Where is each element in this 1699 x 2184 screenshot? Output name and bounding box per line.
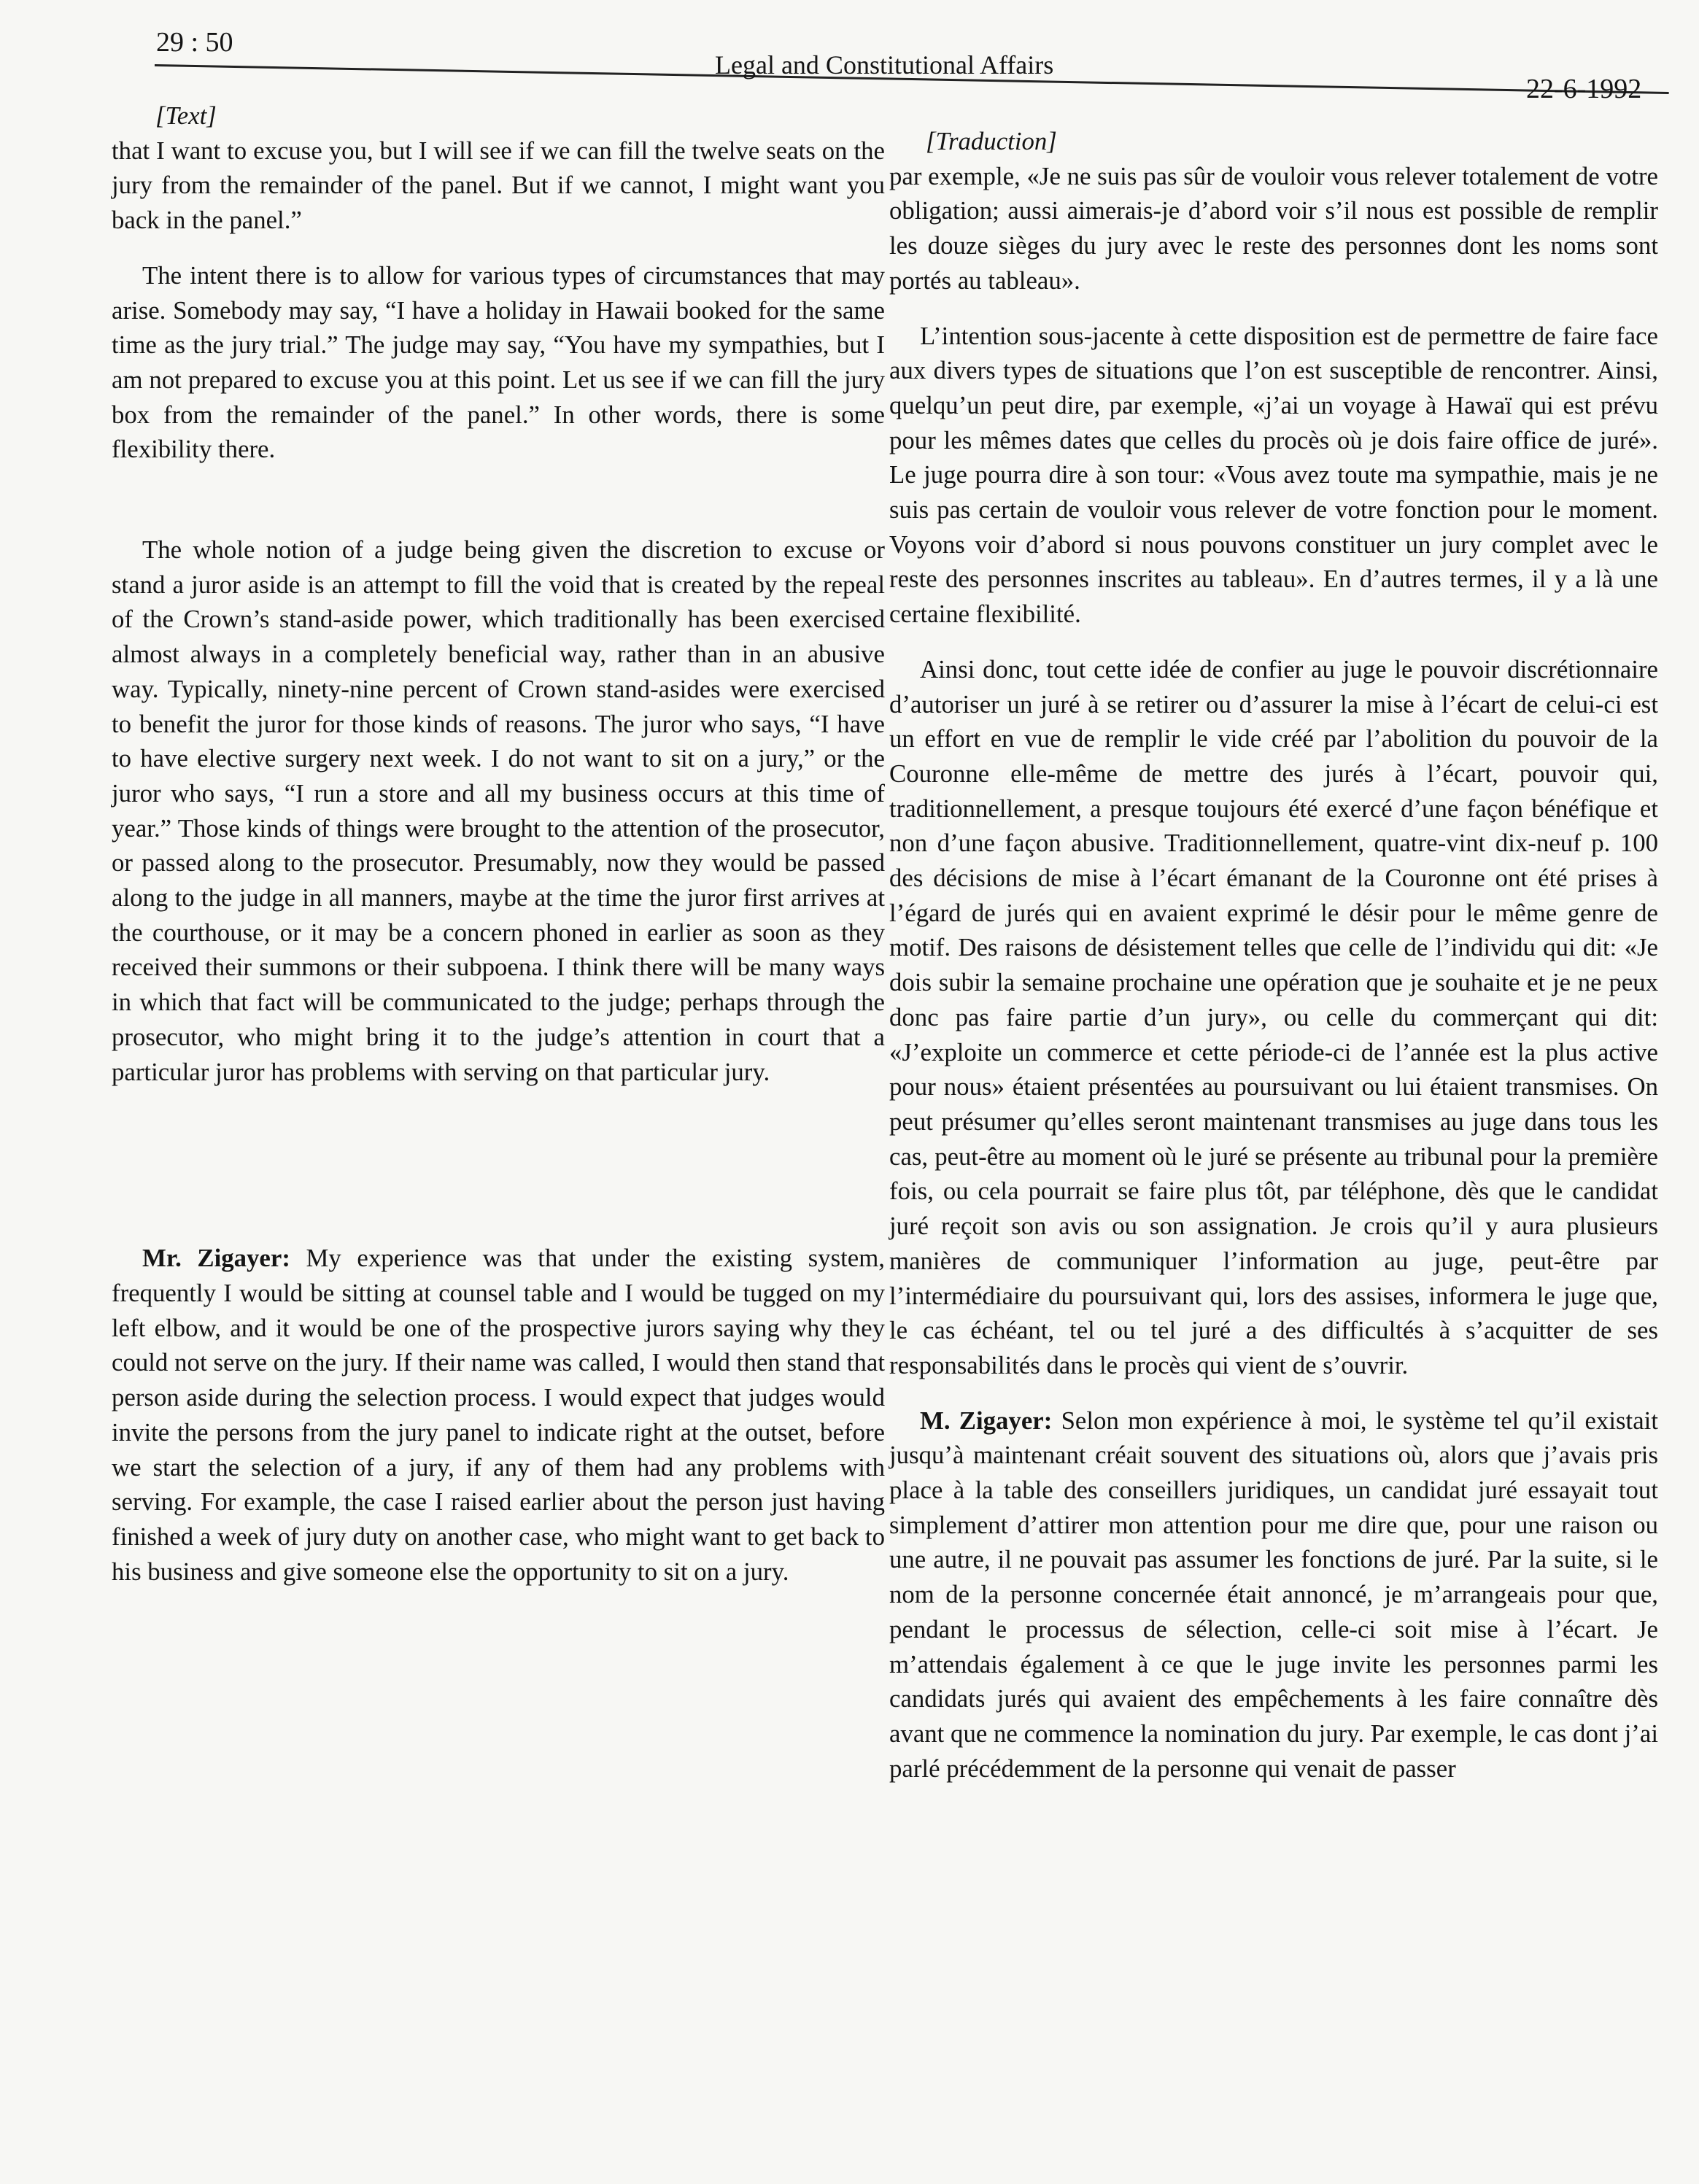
french-column — [889, 124, 1658, 1786]
page-date: 22-6-1992 — [1526, 74, 1642, 104]
speaker-name: M. Zigayer: — [920, 1406, 1053, 1435]
speaker-paragraph — [112, 1241, 885, 1589]
paragraph: Ainsi donc, tout cette idée de confier au juge le pouvoir discrétionnaire d’autoriser un juré à se retirer ou d’assurer la mise à l’écart de celui-ci est un effort en vue de remplir le vide créé par l’abolition du pouvoir de la Couronne elle-même de mettre des jurés à l’écart, pouvoir qui, traditionnellement, a presque toujours été exercé d’une façon bénéfique et non d’une façon abusive. Traditionnellement, quatre-vint dix-neuf p. 100 des décisions de mise à l’écart émanant de la Couronne ont été prises à l’égard de jurés qui en avaient exprimé le désir pour le même genre de motif. Des raisons de désistement telles que celle de l’individu qui dit: «Je dois subir la semaine prochaine une opération que je souhaite et je ne peux donc pas faire partie d’un jury», ou celle du commerçant qui dit: «J’exploite un commerce et cette période-ci de l’année est la plus active pour nous» étaient présentées au poursuivant ou lui étaient transmises. On peut présumer qu’elles seront maintenant transmises au juge dans tous les cas, peut-être au moment où le juré se présente au tribunal pour la première fois, ou cela pourrait se faire plus tôt, par téléphone, dès que le candidat juré reçoit son avis ou son assignation. Je crois qu’il y aura plusieurs manières de communiquer l’information au juge, peut-être par l’intermédiaire du poursuivant qui, lors des assises, informera le juge que, le cas échéant, tel ou tel juré a des difficultés à s’acquitter de ses responsabilités dans le procès qui vient de s’ouvrir. — [889, 654, 1658, 1379]
page-number: 29 : 50 — [156, 27, 233, 58]
traduction-label: [Traduction] — [926, 127, 1057, 155]
running-title: Legal and Constitutional Affairs — [715, 50, 1054, 80]
paragraph: The intent there is to allow for various types of circumstances that may arise. Somebody may say, “I have a holiday in Hawaii booked for the same time as the jury trial.” The judge may say, “You have my sympathies, but I am not prepared to excuse you at this point. Let us see if we can fill the jury box from the remainder of the panel.” In other words, there is some flexibility there. — [112, 260, 885, 464]
speaker-text: Selon mon expérience à moi, le système tel qu’il existait jusqu’à maintenant créait souvent des situations où, alors que j’avais pris place à la table des conseillers juridiques, un candidat juré essayait tout simplement d’attirer mon attention pour me dire que, pour une raison ou une autre, il ne pouvait pas assumer les fonctions de juré. Par la suite, si le nom de la personne concernée était annoncé, je m’arrangeais pour que, pendant le processus de sélection, celle-ci soit mise à l’écart. Je m’attendais également à ce que le juge invite les personnes parmi les candidats jurés qui avaient des empêchements à les faire connaître dès avant que ne commence la nomination du jury. Par exemple, le cas dont j’ai parlé précédemment de la personne qui venait de passer — [889, 1406, 1658, 1783]
speaker-text: My experience was that under the existing system, frequently I would be sitting at counsel table and I would be tugged on my left elbow, and it would be one of the prospective jurors saying why they could not serve on the jury. If their name was called, I would then stand that person aside during the selection process. I would expect that judges would invite the persons from the jury panel to indicate right at the outset, before we start the selection of a jury, if any of them had any problems with serving. For example, the case I raised earlier about the person just having finished a week of jury duty on another case, who might want to get back to his business and give someone else the opportunity to sit on a jury. — [112, 1244, 885, 1586]
paragraph: par exemple, «Je ne suis pas sûr de vouloir vous relever totalement de votre obligation; aussi aimerais-je d’abord voir s’il nous est possible de remplir les douze sièges du jury avec le reste des personnes dont les noms sont portés au tableau». — [889, 161, 1658, 295]
speaker-name: Mr. Zigayer: — [142, 1244, 290, 1273]
paragraph: The whole notion of a judge being given the discretion to excuse or stand a juror aside is an attempt to fill the void that is created by the repeal of the Crown’s stand-aside power, which traditionally has been exercised almost always in a completely beneficial way, rather than in an abusive way. Typically, ninety-nine percent of Crown stand-asides were exercised to benefit the juror for those kinds of reasons. The juror who says, “I have to have elective surgery next week. I do not want to sit on a jury,” or the juror who says, “I run a store and all my business occurs at this time of year.” Those kinds of things were brought to the attention of the prosecutor, or passed along to the prosecutor. Presumably, now they would be passed along to the judge in all manners, maybe at the time the juror first arrives at the courthouse, or it may be a concern phoned in earlier as soon as they received their summons or their subpoena. I think there will be many ways in which that fact will be communicated to the judge; perhaps through the prosecutor, who might bring it to the judge’s attention in court that a particular juror has problems with serving on that particular jury. — [112, 535, 885, 1086]
paragraph: that I want to excuse you, but I will see if we can fill the twelve seats on the jury from the remainder of the panel. But if we cannot, I might want you back in the panel.” — [112, 136, 885, 235]
text-label: [Text] — [155, 101, 217, 130]
paragraph: L’intention sous-jacente à cette disposition est de permettre de faire face aux divers types de situations que l’on est susceptible de rencontrer. Ainsi, quelqu’un peut dire, par exemple, «j’ai un voyage à Hawaï qui est prévu pour les mêmes dates que celles du procès où je dois faire office de juré». Le juge pourra dire à son tour: «Vous avez toute ma sympathie, mais je ne suis pas certain de vouloir vous relever de votre fonction pour le moment. Voyons voir d’abord si nous pouvons constituer un jury complet avec le reste des personnes inscrites au tableau». En d’autres termes, il y a là une certaine flexibilité. — [889, 321, 1658, 629]
english-column — [112, 98, 885, 1589]
speaker-paragraph — [889, 1403, 1658, 1786]
